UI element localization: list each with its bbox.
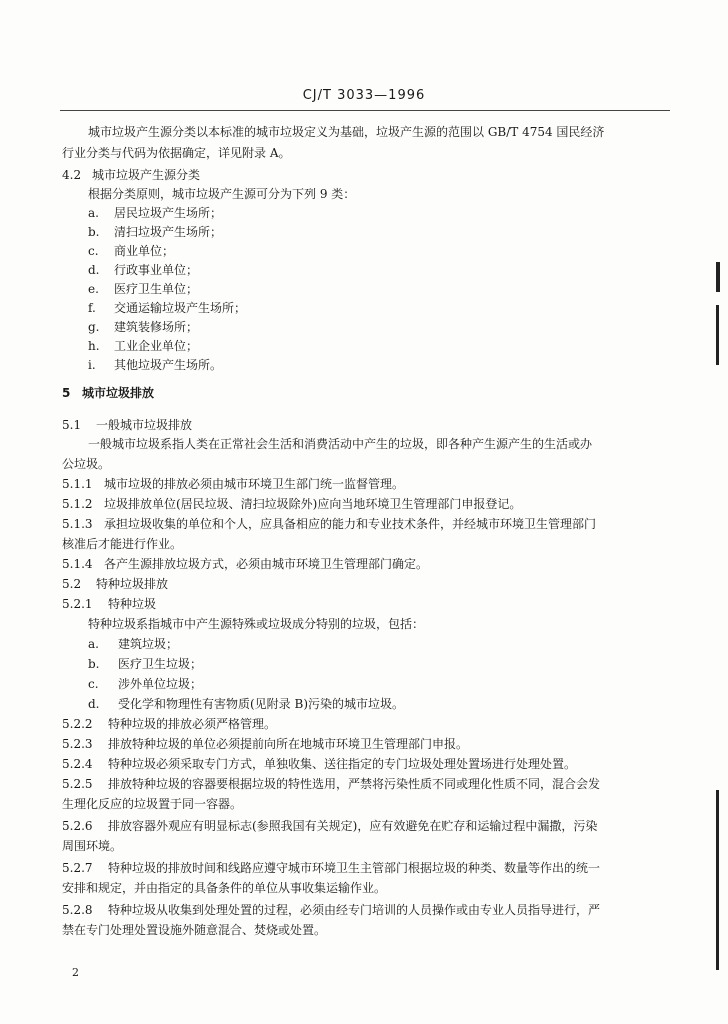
list-item-letter: i. [88,358,96,372]
section-5-2-4-number: 5.2.4 [62,757,93,771]
section-5-2-2-number: 5.2.2 [62,717,93,731]
section-5-2-5-text-line-2: 生理化反应的垃圾置于同一容器。 [62,797,243,811]
list-item-text: 其他垃圾产生场所。 [114,358,223,372]
list-item-letter: b. [88,657,100,671]
section-5-2-6-number: 5.2.6 [62,819,93,833]
section-4-2-text: 根据分类原则，城市垃圾产生源可分为下列 9 类： [88,187,356,201]
list-item-text: 行政事业单位； [114,263,199,277]
section-5-2-1-title: 特种垃圾 [108,597,157,611]
section-5-1-4-text: 各产生源排放垃圾方式，必须由城市环境卫生管理部门确定。 [104,557,429,571]
section-5-2-8-text-line-1: 特种垃圾从收集到处理处置的过程，必须由经专门培训的人员操作或由专业人员指导进行，严 [108,903,601,917]
section-5-1-4-number: 5.1.4 [62,557,93,571]
section-5-2-7-text-line-1: 特种垃圾的排放时间和线路应遵守城市环境卫生主管部门根据垃圾的种类、数量等作出的统一 [108,861,601,875]
section-5-2-1-number: 5.2.1 [62,597,93,611]
section-5-1-2-number: 5.1.2 [62,497,93,511]
list-item-letter: a. [88,206,99,220]
list-item-text: 涉外单位垃圾； [118,677,203,691]
list-item-letter: d. [88,697,100,711]
list-item-text: 受化学和物理性有害物质(见附录 B)污染的城市垃圾。 [118,697,404,711]
section-5-1-2-text: 垃圾排放单位(居民垃圾、清扫垃圾除外)应向当地环境卫生管理部门申报登记。 [104,497,522,511]
section-5-2-7-number: 5.2.7 [62,861,93,875]
scan-edge-mark [716,262,720,292]
section-5-2-3-number: 5.2.3 [62,737,93,751]
section-5-2-1-text: 特种垃圾系指城市中产生源特殊或垃圾成分特别的垃圾，包括： [88,617,425,631]
scan-edge-mark [716,790,719,970]
section-5-2-8-text-line-2: 禁在专门处理处置设施外随意混合、焚烧或处置。 [62,923,327,937]
section-5-2-8-number: 5.2.8 [62,903,93,917]
section-5-1-3-text-line-1: 承担垃圾收集的单位和个人，应具备相应的能力和专业技术条件，并经城市环境卫生管理部门 [104,517,597,531]
section-5-2-5-text-line-1: 排放特种垃圾的容器要根据垃圾的特性选用，严禁将污染性质不同或理化性质不同，混合会发 [108,777,601,791]
section-5-1-3-text-line-2: 核准后才能进行作业。 [62,537,183,551]
header-divider [60,110,670,111]
section-5-2-7-text-line-2: 安排和规定，并由指定的具备条件的单位从事收集运输作业。 [62,881,387,895]
list-item-letter: f. [88,301,96,315]
list-item-text: 建筑装修场所； [114,320,199,334]
section-5-2-title: 特种垃圾排放 [96,577,169,591]
list-item-letter: e. [88,282,99,296]
section-5-2-6-text-line-1: 排放容器外观应有明显标志(参照我国有关规定)，应有效避免在贮存和运输过程中漏撒，污染 [108,819,598,833]
section-5-1-text-line-2: 公垃圾。 [62,457,111,471]
intro-line-2: 行业分类与代码为依据确定，详见附录 A。 [62,146,291,160]
list-item-letter: d. [88,263,100,277]
page-number: 2 [72,966,79,979]
intro-line-1: 城市垃圾产生源分类以本标准的城市垃圾定义为基础，垃圾产生源的范围以 GB/T 4754 国民经济 [88,125,605,139]
list-item-letter: h. [88,339,100,353]
list-item-letter: c. [88,244,99,258]
standard-code-header: CJ/T 3033—1996 [302,88,426,103]
list-item-text: 清扫垃圾产生场所； [114,225,223,239]
list-item-text: 交通运输垃圾产生场所； [114,301,247,315]
list-item-letter: c. [88,677,99,691]
section-5-1-title: 一般城市垃圾排放 [96,418,193,432]
list-item-letter: g. [88,320,100,334]
section-5-1-1-number: 5.1.1 [62,477,93,491]
list-item-text: 医疗卫生垃圾； [118,657,203,671]
section-5-2-number: 5.2 [62,577,82,591]
list-item-letter: b. [88,225,100,239]
section-5-1-1-text: 城市垃圾的排放必须由城市环境卫生部门统一监督管理。 [104,477,405,491]
list-item-text: 工业企业单位； [114,339,199,353]
section-5-2-3-text: 排放特种垃圾的单位必须提前向所在地城市环境卫生管理部门申报。 [108,737,469,751]
section-5-2-6-text-line-2: 周围环境。 [62,839,123,853]
section-5-1-number: 5.1 [62,418,82,432]
section-5-number: 5 [62,386,71,400]
section-5-title: 城市垃圾排放 [82,386,155,400]
list-item-text: 医疗卫生单位； [114,282,199,296]
section-5-1-text-line-1: 一般城市垃圾系指人类在正常社会生活和消费活动中产生的垃圾，即各种产生源产生的生活或办 [88,437,593,451]
list-item-text: 建筑垃圾； [118,637,179,651]
scan-edge-mark [716,305,719,365]
list-item-text: 商业单位； [114,244,175,258]
list-item-letter: a. [88,637,99,651]
section-5-2-4-text: 特种垃圾必须采取专门方式，单独收集、送往指定的专门垃圾处理处置场进行处理处置。 [108,757,577,771]
section-5-2-5-number: 5.2.5 [62,777,93,791]
section-4-2-title: 城市垃圾产生源分类 [92,168,201,182]
section-4-2-number: 4.2 [62,168,82,182]
section-5-1-3-number: 5.1.3 [62,517,93,531]
section-5-2-2-text: 特种垃圾的排放必须严格管理。 [108,717,277,731]
list-item-text: 居民垃圾产生场所； [114,206,223,220]
